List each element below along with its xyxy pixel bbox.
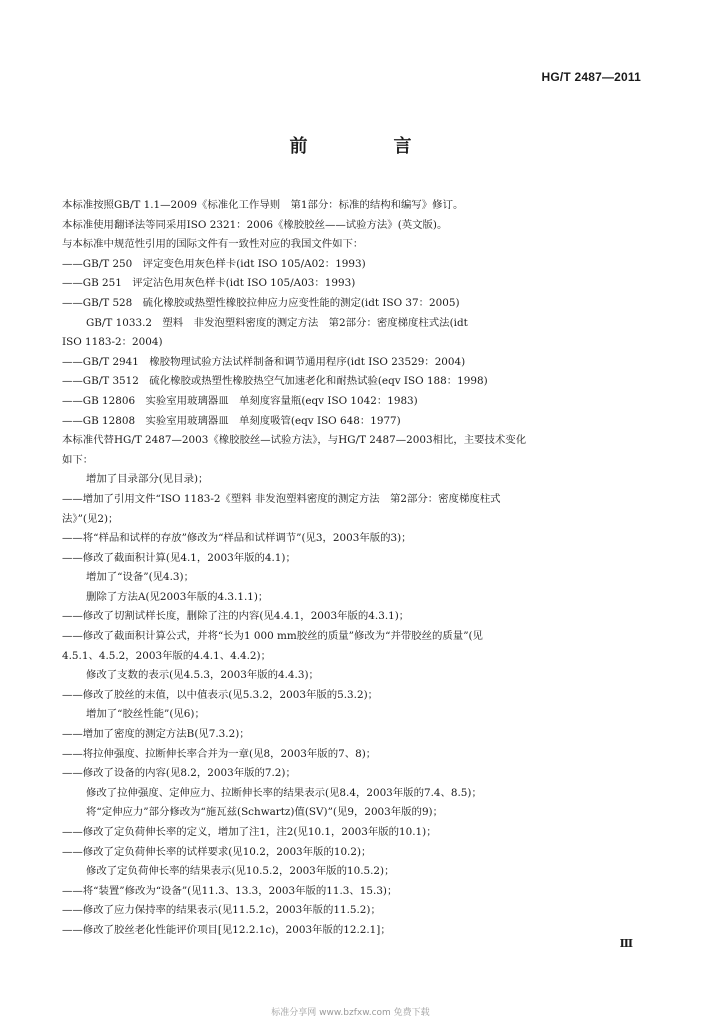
body-line: ——GB/T 528 硫化橡胶或热塑性橡胶拉伸应力应变性能的测定(idt ISO 37：2005) — [62, 296, 460, 309]
preface-body — [62, 196, 640, 941]
body-line: 法》”(见2)； — [62, 512, 119, 525]
page-title: 前 言 — [289, 136, 446, 157]
body-line: ——将“样品和试样的存放”修改为“样品和试样调节”(见3，2003年版的3)； — [62, 532, 412, 545]
body-line: 如下： — [62, 453, 94, 466]
body-line: 删除了方法A(见2003年版的4.3.1.1)； — [86, 590, 269, 603]
body-line: 本标准按照GB/T 1.1—2009《标准化工作导则 第1部分：标准的结构和编写》修订。 — [62, 199, 464, 211]
body-line: 将“定伸应力”部分修改为“施瓦兹(Schwartz)值(SV)”(见9，2003年版的9)； — [86, 806, 444, 819]
body-line: ——GB 12806 实验室用玻璃器皿 单刻度容量瓶(eqv ISO 1042：1983) — [62, 394, 418, 407]
standard-code: HG/T 2487—2011 — [541, 70, 641, 84]
body-line: 4.5.1、4.5.2，2003年版的4.4.1、4.4.2)； — [62, 649, 271, 662]
body-line: ——GB 12808 实验室用玻璃器皿 单刻度吸管(eqv ISO 648：1977) — [62, 414, 401, 427]
body-line: 增加了“设备”(见4.3)； — [86, 571, 194, 584]
body-line: ——将拉伸强度、拉断伸长率合并为一章(见8，2003年版的7、8)； — [62, 747, 377, 760]
body-line: ——GB/T 2941 橡胶物理试验方法试样制备和调节通用程序(idt ISO 23529：2004) — [62, 355, 466, 368]
body-line: ——修改了设备的内容(见8.2，2003年版的7.2)； — [62, 767, 296, 780]
body-line: ——GB/T 250 评定变色用灰色样卡(idt ISO 105/A02：1993) — [62, 257, 366, 270]
body-line: 与本标准中规范性引用的国际文件有一致性对应的我国文件如下： — [62, 238, 364, 251]
body-line: ——修改了应力保持率的结果表示(见11.5.2，2003年版的11.5.2)； — [62, 904, 381, 917]
footer-watermark: 标准分享网 www.bzfxw.com 免费下载 — [271, 1008, 430, 1018]
body-line: ISO 1183-2：2004) — [62, 336, 163, 349]
body-line: 修改了拉伸强度、定伸应力、拉断伸长率的结果表示(见8.4，2003年版的7.4、8.5)； — [86, 786, 482, 799]
body-line: 增加了目录部分(见目录)； — [86, 473, 209, 486]
body-line: ——修改了定负荷伸长率的定义，增加了注1，注2(见10.1，2003年版的10.1)； — [62, 826, 437, 838]
body-line: 本标准使用翻译法等同采用ISO 2321：2006《橡胶胶丝——试验方法》(英文版)。 — [62, 218, 448, 231]
body-line: GB/T 1033.2 塑料 非发泡塑料密度的测定方法 第2部分：密度梯度柱式法(idt — [86, 316, 468, 329]
body-line: ——将“装置”修改为“设备”(见11.3、13.3，2003年版的11.3、15.3)； — [62, 884, 398, 897]
page-number: Ⅲ — [619, 937, 633, 950]
body-line: ——修改了定负荷伸长率的试样要求(见10.2，2003年版的10.2)； — [62, 845, 372, 858]
body-line: ——GB 251 评定沾色用灰色样卡(idt ISO 105/A03：1993) — [62, 277, 356, 290]
body-line: 修改了支数的表示(见4.5.3，2003年版的4.4.3)； — [86, 669, 319, 682]
body-line: ——增加了密度的测定方法B(见7.3.2)； — [62, 728, 250, 741]
body-line: ——修改了截面积计算(见4.1，2003年版的4.1)； — [62, 551, 296, 564]
body-line: 增加了“胶丝性能”(见6)； — [86, 708, 205, 721]
body-line: ——修改了胶丝的末值，以中值表示(见5.3.2，2003年版的5.3.2)； — [62, 688, 379, 701]
body-line: 本标准代替HG/T 2487—2003《橡胶胶丝—试验方法》，与HG/T 2487—2003相比，主要技术变化 — [62, 434, 527, 447]
body-line: ——修改了胶丝老化性能评价项目[见12.2.1c)，2003年版的12.2.1]； — [62, 923, 391, 936]
body-line: 修改了定负荷伸长率的结果表示(见10.5.2，2003年版的10.5.2)； — [86, 865, 395, 878]
body-line: ——增加了引用文件“ISO 1183-2《塑料 非发泡塑料密度的测定方法 第2部分：密度梯度柱式 — [62, 492, 501, 505]
body-line: ——修改了截面积计算公式，并将“长为1 000 mm胶丝的质量”修改为“并带胶丝的质量”(见 — [62, 630, 483, 643]
body-line: ——修改了切割试样长度，删除了注的内容(见4.4.1，2003年版的4.3.1)； — [62, 610, 410, 623]
body-line: ——GB/T 3512 硫化橡胶或热塑性橡胶热空气加速老化和耐热试验(eqv ISO 188：1998) — [62, 375, 488, 388]
